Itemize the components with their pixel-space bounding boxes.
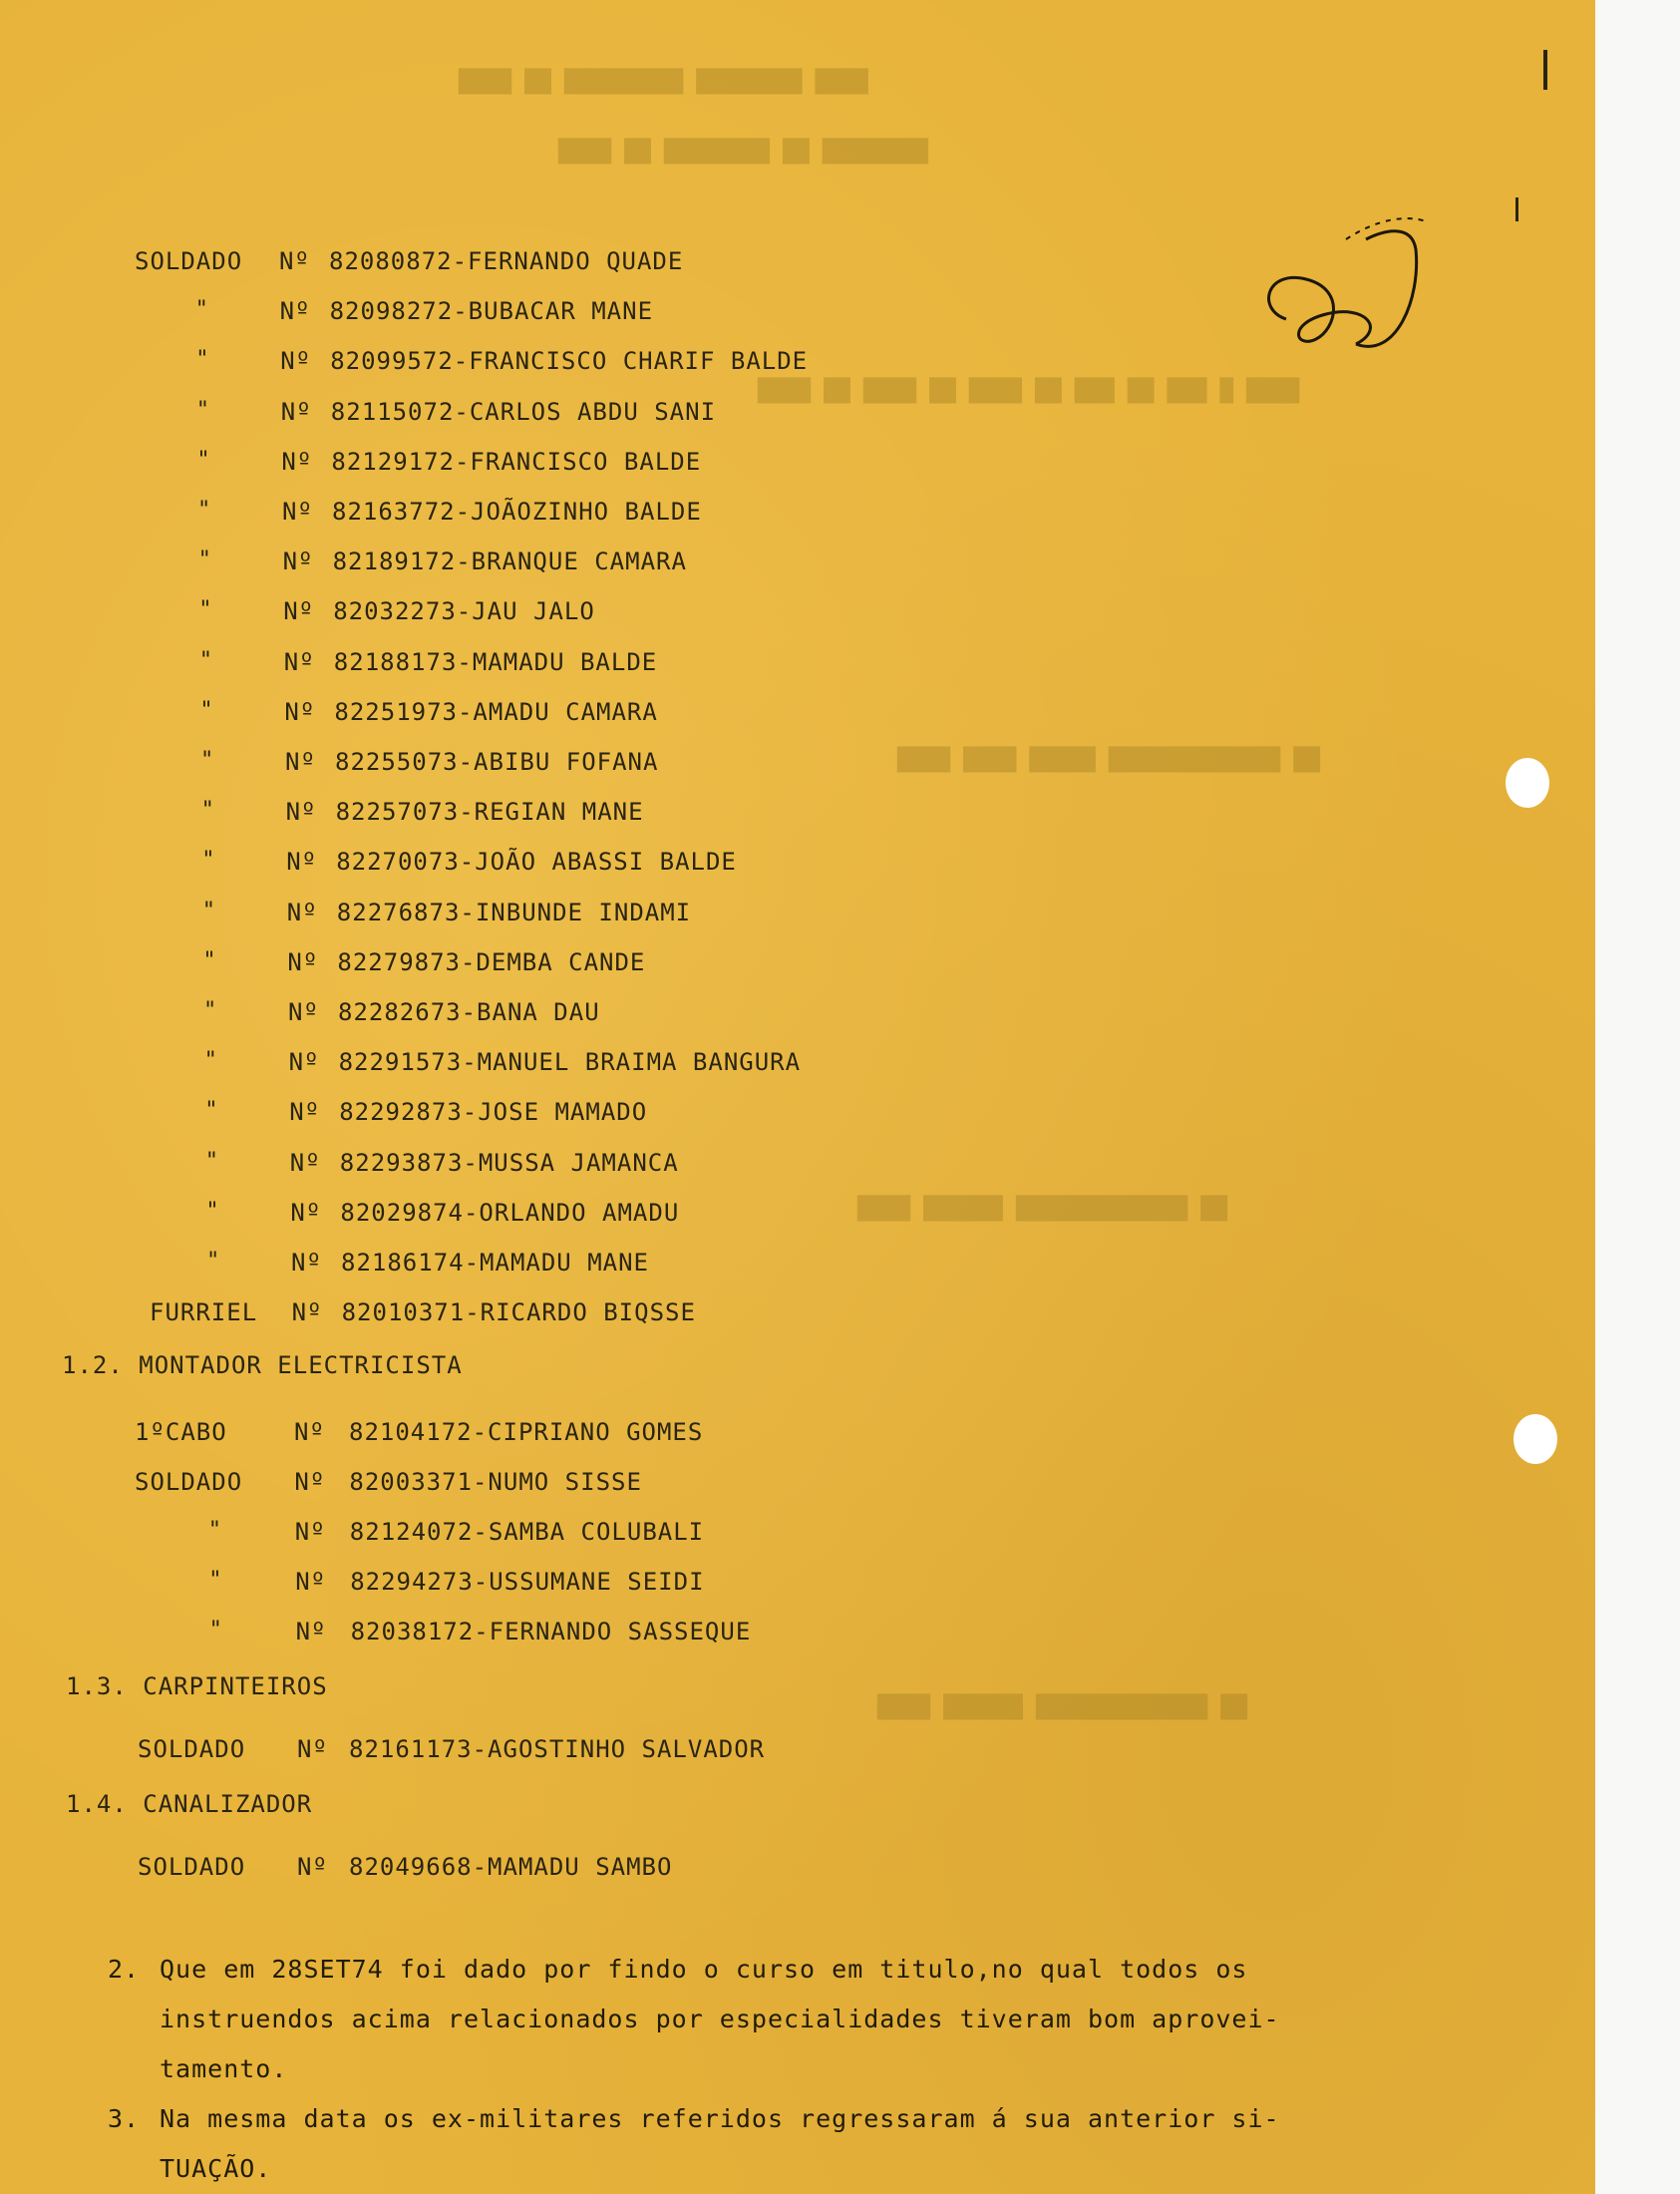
personnel-entry: 82189172-BRANQUE CAMARA	[332, 548, 687, 576]
personnel-entry: 82188173-MAMADU BALDE	[333, 647, 658, 676]
handwritten-initials-icon	[1246, 209, 1446, 379]
rank-ditto-mark: "	[198, 647, 213, 673]
rank-ditto-mark: "	[200, 798, 214, 824]
rank-label: SOLDADO	[138, 1853, 246, 1881]
bleed-through-text: ██ █████████████ ██████ ████	[877, 1695, 1247, 1720]
rank-ditto-mark: "	[195, 347, 209, 373]
section-heading-montador-electricista: 1.2. MONTADOR ELECTRICISTA	[62, 1351, 463, 1379]
rank-ditto-mark: "	[195, 397, 210, 423]
scan-margin	[1595, 0, 1680, 2194]
number-label: Nº	[295, 1568, 327, 1596]
rank-ditto-mark: "	[194, 297, 208, 323]
number-label: Nº	[295, 1618, 327, 1646]
bleed-through-text: ████ █ ███ ██ ███ ██ ████ ██ ████ ██ ████	[758, 379, 1300, 404]
rank-ditto-mark: "	[197, 548, 211, 573]
number-label: Nº	[283, 647, 315, 676]
personnel-entry: 82129172-FRANCISCO BALDE	[331, 447, 702, 476]
ink-mark	[1515, 197, 1518, 221]
number-label: Nº	[294, 1418, 325, 1446]
personnel-entry: 82257073-REGIAN MANE	[335, 798, 644, 827]
number-label: Nº	[285, 748, 316, 776]
section-heading-carpinteiros: 1.3. CARPINTEIROS	[66, 1672, 328, 1700]
rank-ditto-mark: "	[196, 447, 210, 473]
personnel-entry: 82279873-DEMBA CANDE	[337, 947, 646, 976]
rank-ditto-mark: "	[203, 1048, 217, 1074]
rank-ditto-mark: "	[199, 697, 213, 723]
rank-ditto-mark: "	[202, 947, 216, 973]
personnel-entry: 82029874-ORLANDO AMADU	[340, 1198, 680, 1227]
rank-label: SOLDADO	[135, 247, 243, 275]
paragraph-line: TUAÇÃO.	[160, 2154, 272, 2183]
rank-label: FURRIEL	[150, 1298, 258, 1327]
number-label: Nº	[290, 1198, 322, 1227]
rank-label: SOLDADO	[138, 1735, 246, 1763]
paragraph-number: 3.	[108, 2104, 141, 2133]
personnel-entry: 82161173-AGOSTINHO SALVADOR	[349, 1735, 766, 1763]
rank-ditto-mark: "	[203, 998, 217, 1023]
number-label: Nº	[287, 947, 319, 976]
personnel-entry: 82270073-JOÃO ABASSI BALDE	[336, 848, 737, 877]
number-label: Nº	[286, 898, 318, 926]
personnel-entry: 82294273-USSUMANE SEIDI	[350, 1568, 705, 1596]
number-label: Nº	[281, 447, 313, 476]
number-label: Nº	[297, 1853, 328, 1881]
personnel-entry: 82099572-FRANCISCO CHARIF BALDE	[330, 347, 809, 376]
rank-ditto-mark: "	[204, 1098, 218, 1124]
rank-ditto-mark: "	[204, 1148, 219, 1174]
paragraph-number: 2.	[108, 1955, 141, 1984]
paragraph-line: tamento.	[160, 2054, 288, 2083]
paragraph-2	[160, 1945, 1280, 2094]
number-label: Nº	[285, 798, 317, 827]
number-label: Nº	[289, 1148, 321, 1177]
personnel-entry: 82010371-RICARDO BIQSSE	[341, 1298, 696, 1327]
personnel-entry: 82104172-CIPRIANO GOMES	[349, 1418, 704, 1446]
personnel-entry: 82003371-NUMO SISSE	[349, 1468, 642, 1496]
number-label: Nº	[279, 297, 311, 326]
punch-hole	[1513, 1414, 1557, 1464]
number-label: Nº	[283, 597, 315, 626]
number-label: Nº	[294, 1518, 326, 1546]
rank-ditto-mark: "	[208, 1568, 222, 1593]
personnel-entry: 82291573-MANUEL BRAIMA BANGURA	[338, 1048, 802, 1077]
number-label: Nº	[284, 697, 316, 726]
paragraph-line: instruendos acima relacionados por especialidades tiveram bom aprovei-	[160, 2005, 1280, 2033]
number-label: Nº	[279, 247, 310, 275]
personnel-entry: 82163772-JOÃOZINHO BALDE	[332, 498, 702, 526]
number-label: Nº	[289, 1098, 321, 1127]
rank-ditto-mark: "	[197, 498, 211, 523]
paragraph-line: Que em 28SET74 foi dado por findo o curso em titulo,no qual todos os	[160, 1955, 1248, 1984]
bleed-through-text: ████████ ██ ████████ ██ ████	[558, 140, 928, 165]
personnel-entry: 82186174-MAMADU MANE	[341, 1249, 649, 1277]
number-label: Nº	[288, 998, 319, 1026]
section-heading-canalizador: 1.4. CANALIZADOR	[66, 1790, 313, 1818]
number-label: Nº	[291, 1298, 323, 1327]
personnel-entry: 82049668-MAMADU SAMBO	[349, 1853, 673, 1881]
number-label: Nº	[294, 1468, 326, 1496]
personnel-entry: 82098272-BUBACAR MANE	[329, 297, 654, 326]
number-label: Nº	[291, 1249, 322, 1277]
personnel-entry: 82255073-ABIBU FOFANA	[335, 748, 659, 776]
rank-label: 1ºCABO	[135, 1418, 227, 1446]
rank-ditto-mark: "	[208, 1618, 222, 1643]
paragraph-line: Na mesma data os ex-militares referidos regressaram á sua anterior si-	[160, 2104, 1280, 2133]
number-label: Nº	[297, 1735, 328, 1763]
bleed-through-text: ████ ████████ █████████ ██ ████	[459, 70, 868, 95]
rank-ditto-mark: "	[198, 597, 212, 623]
bleed-through-text: ██ █████████████ █████ ████ ████	[897, 748, 1320, 773]
personnel-entry: 82124072-SAMBA COLUBALI	[349, 1518, 705, 1546]
personnel-entry: 82115072-CARLOS ABDU SANI	[330, 397, 717, 426]
punch-hole	[1506, 758, 1549, 808]
rank-ditto-mark: "	[206, 1249, 220, 1274]
number-label: Nº	[288, 1048, 320, 1077]
ink-mark	[1543, 50, 1547, 90]
rank-ditto-mark: "	[201, 848, 215, 874]
personnel-entry: 82276873-INBUNDE INDAMI	[336, 898, 692, 926]
personnel-entry: 82251973-AMADU CAMARA	[334, 697, 658, 726]
number-label: Nº	[286, 848, 318, 877]
number-label: Nº	[282, 548, 314, 576]
rank-ditto-mark: "	[205, 1198, 219, 1224]
personnel-entry: 82282673-BANA DAU	[338, 998, 600, 1026]
rank-ditto-mark: "	[207, 1518, 222, 1543]
personnel-entry: 82080872-FERNANDO QUADE	[329, 247, 684, 275]
personnel-entry: 82292873-JOSE MAMADO	[339, 1098, 648, 1127]
rank-label: SOLDADO	[135, 1468, 243, 1496]
number-label: Nº	[280, 397, 312, 426]
rank-ditto-mark: "	[200, 748, 214, 773]
personnel-entry: 82293873-MUSSA JAMANCA	[339, 1148, 679, 1177]
paragraph-3	[160, 2094, 1280, 2194]
rank-ditto-mark: "	[201, 898, 216, 923]
bleed-through-text: ██ █████████████ ██████ ████	[857, 1197, 1227, 1222]
personnel-entry: 82032273-JAU JALO	[333, 597, 595, 626]
number-label: Nº	[280, 347, 312, 376]
personnel-entry: 82038172-FERNANDO SASSEQUE	[350, 1618, 752, 1646]
number-label: Nº	[282, 498, 313, 526]
